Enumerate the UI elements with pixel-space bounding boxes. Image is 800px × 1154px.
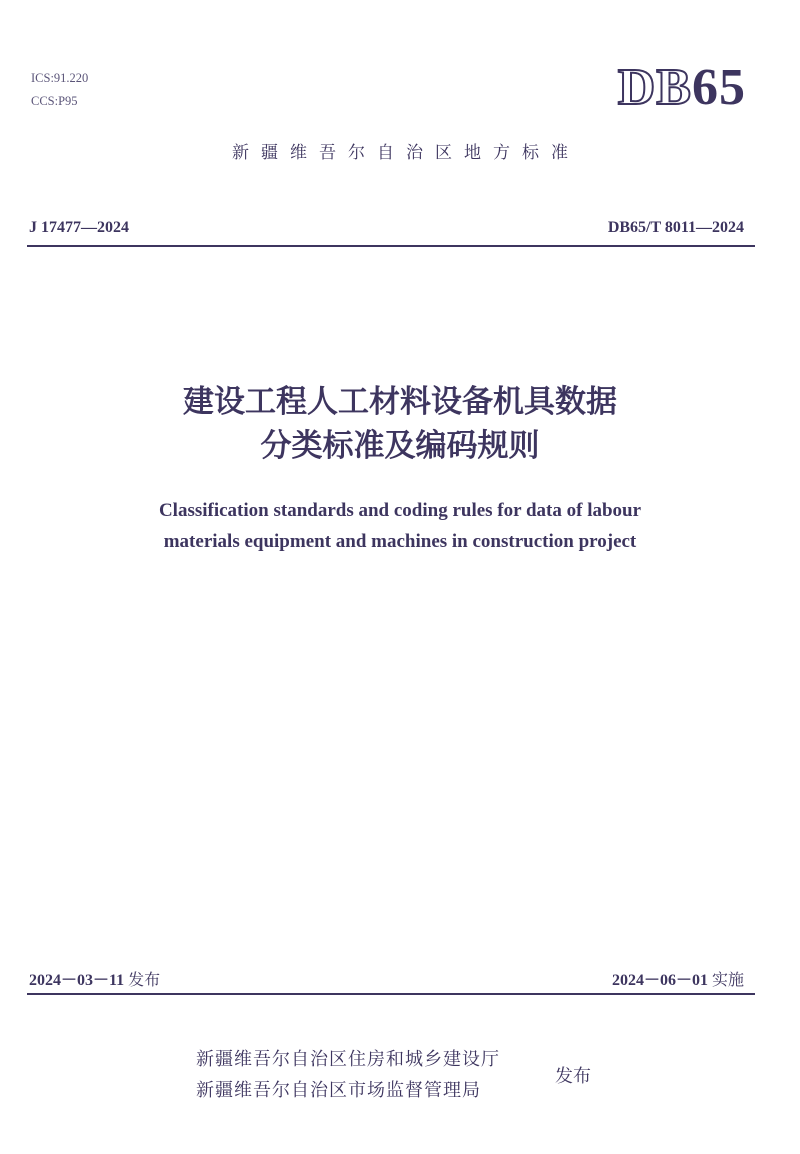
title-en-line2: materials equipment and machines in construction project xyxy=(163,531,637,552)
effective-date-row xyxy=(612,967,744,990)
db65-logo xyxy=(618,58,746,117)
standard-category: 新疆维吾尔自治区地方标准 xyxy=(232,143,580,163)
title-en-line1: Classification standards and coding rules for data of labour xyxy=(158,500,642,521)
record-number: J 17477—2024 xyxy=(29,219,129,236)
logo-65: 65 xyxy=(692,59,746,116)
publisher-2: 新疆维吾尔自治区市场监督管理局 xyxy=(196,1080,481,1101)
publisher-1: 新疆维吾尔自治区住房和城乡建设厅 xyxy=(196,1049,500,1070)
title-zh-line2: 分类标准及编码规则 xyxy=(260,428,540,464)
classification-codes xyxy=(31,67,88,113)
effective-label: 实施 xyxy=(711,970,744,989)
top-divider xyxy=(27,245,755,247)
ics-code: ICS:91.220 xyxy=(31,71,89,85)
issue-label: 发布 xyxy=(128,970,161,989)
bottom-divider xyxy=(27,993,755,995)
logo-db: DB xyxy=(617,59,692,116)
ccs-code: CCS:P95 xyxy=(31,94,78,108)
publishers xyxy=(196,1044,500,1106)
title-en xyxy=(0,495,800,557)
title-zh xyxy=(0,380,800,468)
issue-date: 2024－03－11 xyxy=(29,972,125,989)
effective-date: 2024－06－01 xyxy=(611,972,708,989)
publish-action: 发布 xyxy=(555,1066,591,1087)
issue-date-row xyxy=(29,967,160,990)
standard-number: DB65/T 8011—2024 xyxy=(607,219,744,236)
title-zh-line1: 建设工程人工材料设备机具数据 xyxy=(183,384,617,420)
